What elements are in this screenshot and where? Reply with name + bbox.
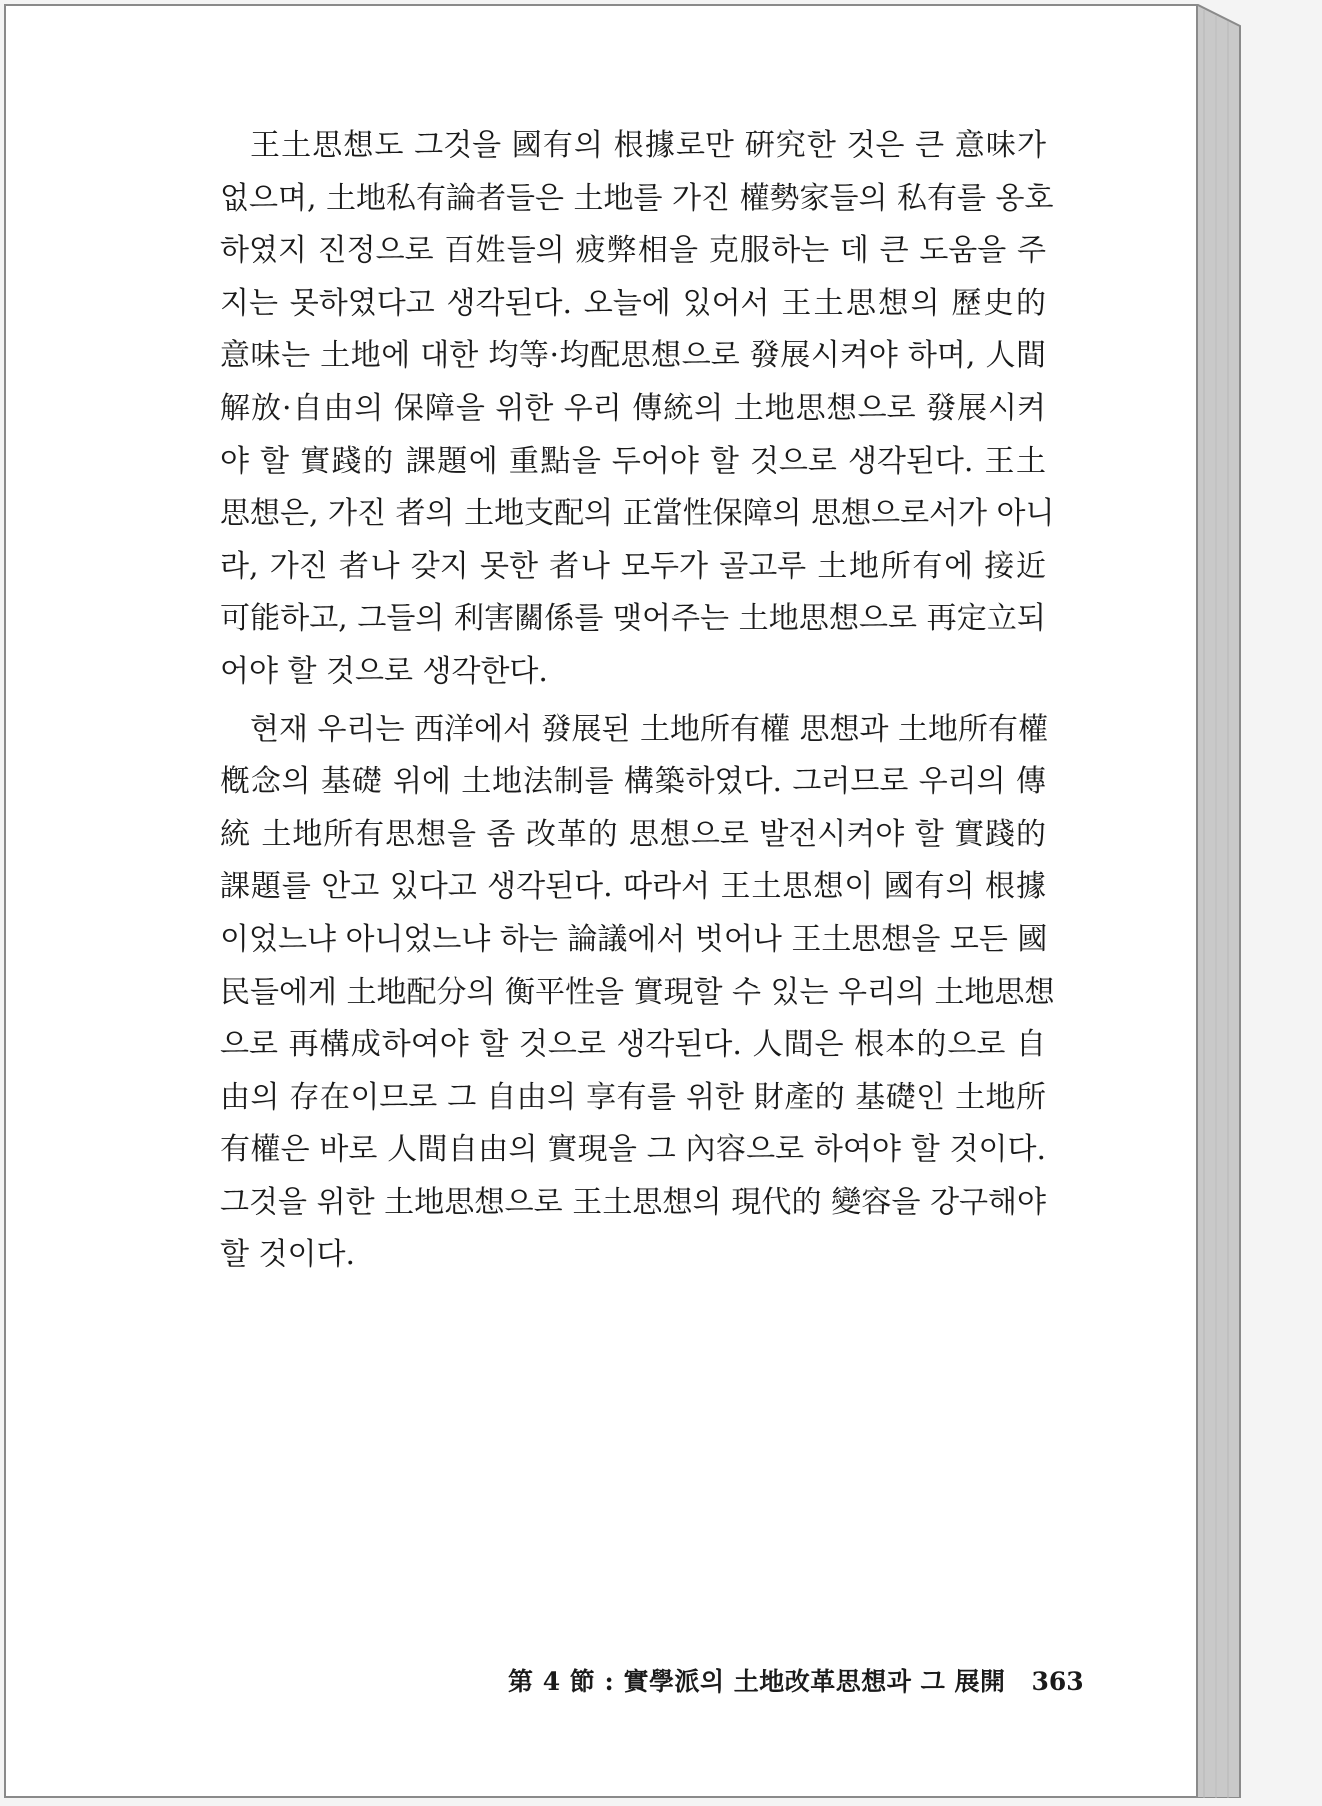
running-head: 第 4 節 : 實學派의 土地改革思想과 그 展開 [508, 1667, 1006, 1696]
text-line: 없으며, 土地私有論者들은 土地를 가진 權勢家들의 私有를 옹호 [220, 180, 1054, 216]
text-line: 하였지 진정으로 百姓들의 疲弊相을 克服하는 데 큰 도움을 주 [220, 233, 1046, 269]
text-line: 어야 할 것으로 생각한다. [220, 653, 548, 689]
text-line: 意味는 土地에 대한 均等·均配思想으로 發展시켜야 하며, 人間 [220, 338, 1046, 374]
body-text [190, 120, 1055, 1282]
page-stack-edge [1196, 4, 1244, 1798]
text-line: 統 土地所有思想을 좀 改革的 思想으로 발전시켜야 할 實踐的 [220, 816, 1046, 852]
page-number: 363 [1031, 1667, 1084, 1696]
text-line: 이었느냐 아니었느냐 하는 論議에서 벗어나 王土思想을 모든 國 [220, 921, 1048, 957]
text-line: 可能하고, 그들의 利害關係를 맺어주는 土地思想으로 再定立되 [220, 601, 1046, 637]
text-line: 할 것이다. [220, 1237, 355, 1273]
text-line: 課題를 안고 있다고 생각된다. 따라서 王土思想이 國有의 根據 [220, 869, 1046, 905]
text-line: 王土思想도 그것을 國有의 根據로만 硏究한 것은 큰 意味가 [250, 128, 1046, 163]
text-line: 民들에게 土地配分의 衡平性을 實現할 수 있는 우리의 土地思想 [220, 974, 1055, 1010]
text-line: 解放·自由의 保障을 위한 우리 傳統의 土地思想으로 發展시켜 [220, 390, 1046, 426]
text-line: 槪念의 基礎 위에 土地法制를 構築하였다. 그러므로 우리의 傳 [220, 764, 1046, 800]
paragraph-2 [190, 704, 1055, 1283]
text-line: 思想은, 가진 者의 土地支配의 正當性保障의 思想으로서가 아니 [220, 496, 1055, 532]
text-line: 야 할 實踐的 課題에 重點을 두어야 할 것으로 생각된다. 王土 [220, 443, 1046, 479]
text-line: 으로 再構成하여야 할 것으로 생각된다. 人間은 根本的으로 自 [220, 1027, 1046, 1063]
text-line: 현재 우리는 西洋에서 發展된 土地所有權 思想과 土地所有權 [250, 711, 1049, 747]
text-line: 由의 存在이므로 그 自由의 享有를 위한 財產的 基礎인 土地所 [220, 1079, 1046, 1115]
page-footer [508, 1662, 1084, 1698]
text-line: 그것을 위한 土地思想으로 王土思想의 現代的 變容을 강구해야 [220, 1184, 1046, 1220]
text-line: 有權은 바로 人間自由의 實現을 그 內容으로 하여야 할 것이다. [220, 1132, 1046, 1168]
paragraph-1 [190, 120, 1055, 699]
text-line: 지는 못하였다고 생각된다. 오늘에 있어서 王土思想의 歷史的 [220, 285, 1046, 321]
text-line: 라, 가진 者나 갖지 못한 者나 모두가 골고루 土地所有에 接近 [220, 548, 1046, 584]
